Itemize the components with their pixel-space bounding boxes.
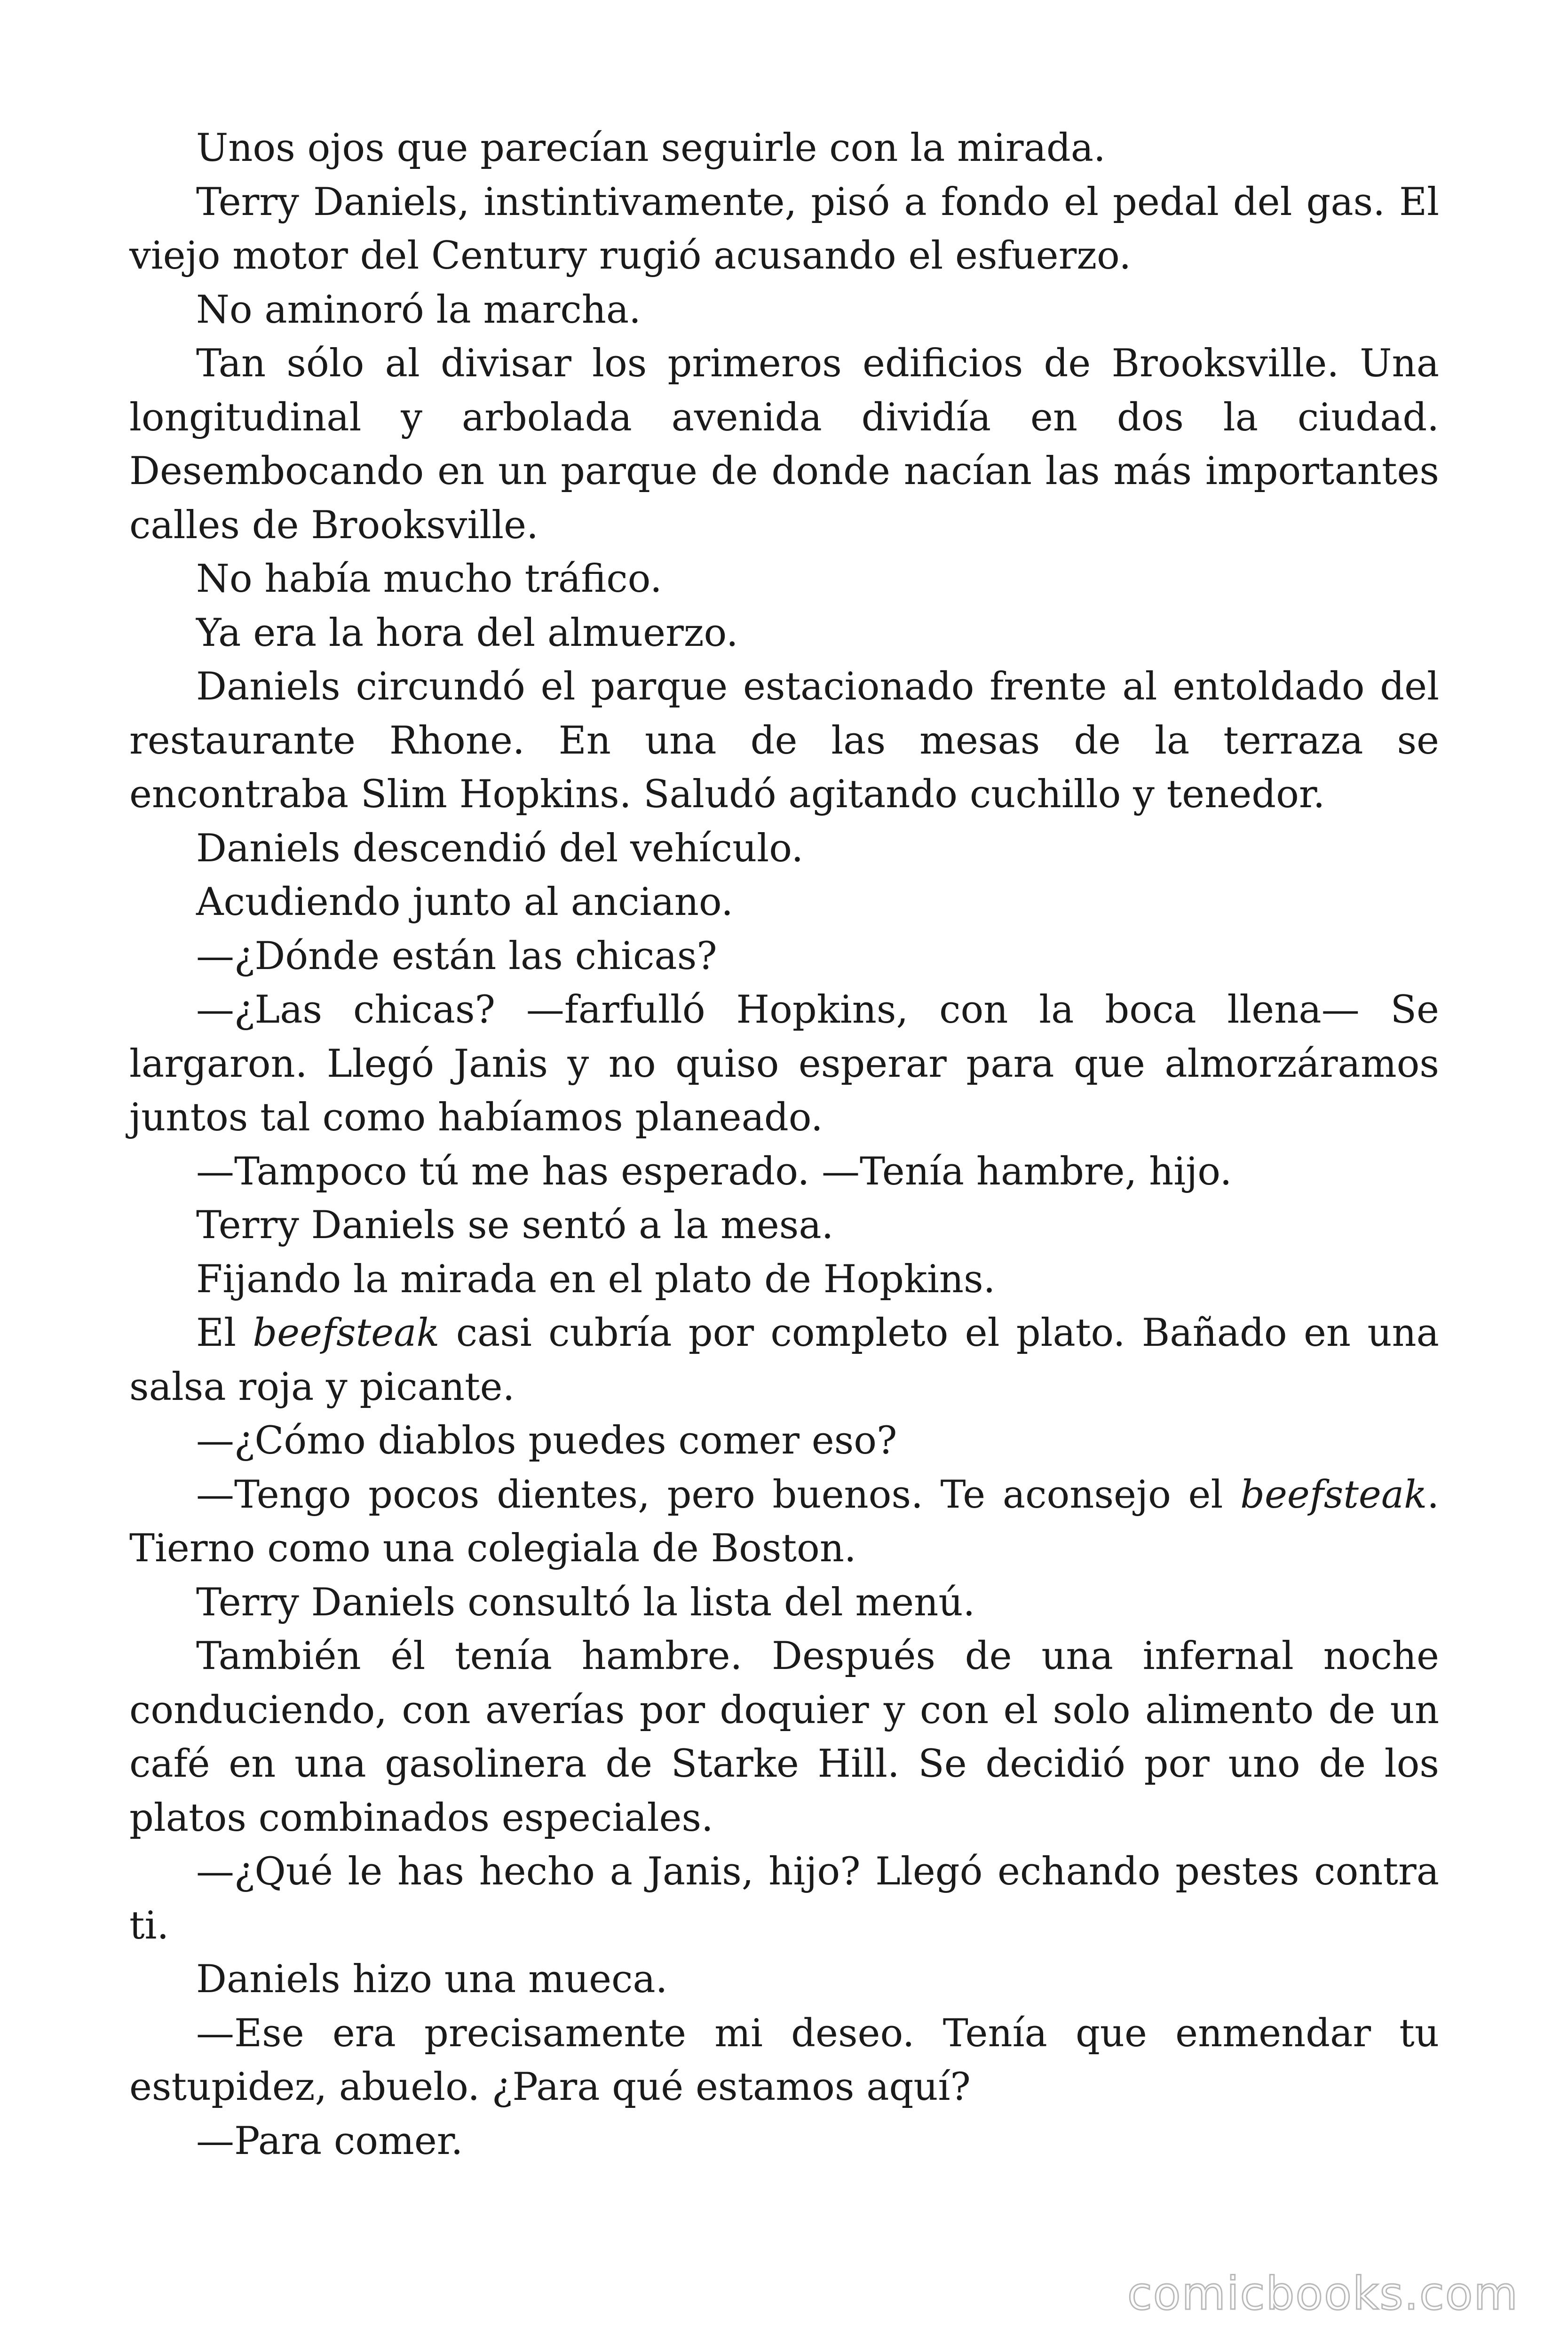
text-segment: . Tierno como una colegiala de Boston. xyxy=(129,1472,1439,1571)
text-segment: No había mucho tráfico. xyxy=(196,557,662,601)
text-segment: Terry Daniels se sentó a la mesa. xyxy=(196,1203,834,1248)
paragraph xyxy=(129,175,1439,283)
paragraph xyxy=(129,1629,1439,1845)
watermark: comicbooks.com xyxy=(1127,2267,1519,2320)
paragraph xyxy=(129,606,1439,660)
paragraph xyxy=(129,1414,1439,1468)
paragraph xyxy=(129,1576,1439,1630)
text-segment: Daniels descendió del vehículo. xyxy=(196,826,804,871)
text-segment: —Tengo pocos dientes, pero buenos. Te aconsejo el xyxy=(196,1472,1241,1517)
text-segment: —Ese era precisamente mi deseo. Tenía que enmendar tu estupidez, abuelo. ¿Para qué estamos aquí? xyxy=(129,2011,1439,2109)
paragraph xyxy=(129,930,1439,984)
text-segment: —Tampoco tú me has esperado. —Tenía hambre, hijo. xyxy=(196,1149,1232,1194)
text-segment: El xyxy=(196,1311,253,1355)
paragraph xyxy=(129,1953,1439,2007)
text-segment: Ya era la hora del almuerzo. xyxy=(196,611,738,655)
paragraph xyxy=(129,1145,1439,1199)
text-segment: No aminoró la marcha. xyxy=(196,287,641,332)
body-text xyxy=(129,121,1439,2168)
text-segment: Terry Daniels consultó la lista del menú. xyxy=(196,1580,975,1625)
text-segment: Daniels circundó el parque estacionado frente al entoldado del restaurante Rhone. En una de las mesas de la terraza se encontraba Slim Hopkins. Saludó agitando cuchillo y tenedor. xyxy=(129,665,1439,817)
paragraph xyxy=(129,121,1439,175)
paragraph xyxy=(129,1468,1439,1576)
text-segment: Tan sólo al divisar los primeros edificios de Brooksville. Una longitudinal y arbolada avenida dividía en dos la ciudad. Desembocando en un parque de donde nacían las más importantes calles de Brooksville. xyxy=(129,342,1439,548)
paragraph xyxy=(129,1253,1439,1307)
text-segment: También él tenía hambre. Después de una infernal noche conduciendo, con averías por doquier y con el solo alimento de un café en una gasolinera de Starke Hill. Se decidió por uno de los platos combinados especiales. xyxy=(129,1634,1439,1840)
paragraph xyxy=(129,983,1439,1145)
paragraph xyxy=(129,552,1439,606)
text-segment: —¿Cómo diablos puedes comer eso? xyxy=(196,1419,897,1463)
text-segment: Unos ojos que parecían seguirle con la mirada. xyxy=(196,126,1106,170)
text-segment: Fijando la mirada en el plato de Hopkins. xyxy=(196,1257,996,1302)
paragraph xyxy=(129,1199,1439,1253)
paragraph xyxy=(129,283,1439,337)
text-segment: —¿Las chicas? —farfulló Hopkins, con la boca llena— Se largaron. Llegó Janis y no quiso esperar para que almorzáramos juntos tal como habíamos planeado. xyxy=(129,988,1439,1140)
text-segment: —Para comer. xyxy=(196,2119,463,2163)
paragraph xyxy=(129,1845,1439,1953)
paragraph xyxy=(129,2114,1439,2169)
text-segment: Terry Daniels, instintivamente, pisó a fondo el pedal del gas. El viejo motor del Century rugió acusando el esfuerzo. xyxy=(129,180,1439,278)
text-segment: —¿Dónde están las chicas? xyxy=(196,934,717,978)
paragraph xyxy=(129,1306,1439,1414)
italic-text: beefsteak xyxy=(1240,1472,1427,1517)
paragraph xyxy=(129,2007,1439,2114)
text-segment: Acudiendo junto al anciano. xyxy=(196,880,733,924)
text-segment: Daniels hizo una mueca. xyxy=(196,1957,668,2002)
paragraph xyxy=(129,875,1439,930)
italic-text: beefsteak xyxy=(253,1311,440,1355)
paragraph xyxy=(129,337,1439,552)
paragraph xyxy=(129,822,1439,876)
text-segment: —¿Qué le has hecho a Janis, hijo? Llegó echando pestes contra ti. xyxy=(129,1850,1439,1948)
paragraph xyxy=(129,660,1439,822)
text-segment: casi cubría por completo el plato. Bañado en una salsa roja y picante. xyxy=(129,1311,1439,1409)
